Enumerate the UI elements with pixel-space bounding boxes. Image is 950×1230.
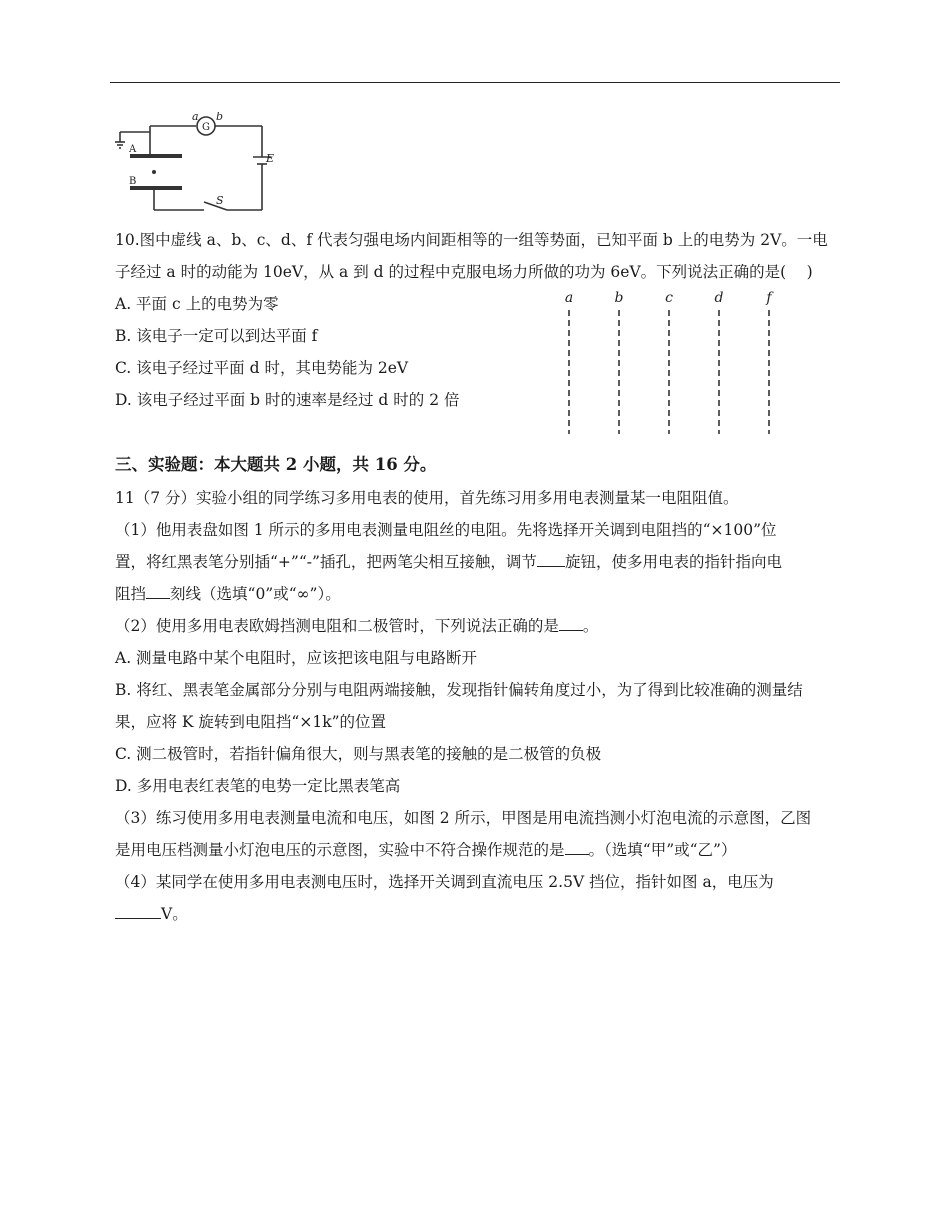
q10-option-c: C. 该电子经过平面 d 时，其电势能为 2eV xyxy=(115,359,409,377)
q11-part3-line2 xyxy=(115,840,736,860)
answer-blank-part3[interactable] xyxy=(565,840,589,855)
plane-label-f: f xyxy=(766,290,772,306)
q11-part1-line2-b: 旋钮，使多用电表的指针指向电 xyxy=(564,553,782,571)
q11-part2-option-a: A. 测量电路中某个电阻时，应该把该电阻与电路断开 xyxy=(115,649,478,667)
q10-option-a: A. 平面 c 上的电势为零 xyxy=(115,295,279,313)
section-3-heading: 三、实验题：本大题共 2 小题，共 16 分。 xyxy=(115,455,437,474)
plane-label-a: a xyxy=(564,290,574,306)
q11-part2-option-b-line1: B. 将红、黑表笔金属部分分别与电阻两端接触，发现指针偏转角度过小，为了得到比较准确的测量结 xyxy=(115,681,803,699)
circuit-diagram xyxy=(112,112,276,216)
q11-part1-line3 xyxy=(115,584,341,604)
q11-part2-stem-b: 。 xyxy=(582,617,599,635)
plate-a-label: A xyxy=(129,144,137,155)
switch-label: S xyxy=(216,194,224,207)
answer-blank-voltage[interactable] xyxy=(115,904,161,919)
battery-label: E xyxy=(266,152,275,165)
plane-label-b: b xyxy=(614,290,624,306)
galvanometer-label: G xyxy=(202,122,210,133)
plane-label-d: d xyxy=(714,290,724,306)
answer-blank-knob[interactable] xyxy=(537,552,565,567)
q11-part1-line2 xyxy=(115,552,782,572)
q11-intro: 11（7 分）实验小组的同学练习多用电表的使用，首先练习用多用电表测量某一电阻阻值。 xyxy=(115,489,739,507)
q11-part3-line2-a: 是用电压档测量小灯泡电压的示意图，实验中不符合操作规范的是 xyxy=(115,841,565,859)
header-rule xyxy=(110,82,840,83)
plate-b-label: B xyxy=(129,176,137,187)
q11-part3-line1: （3）练习使用多用电表测量电流和电压，如图 2 所示，甲图是用电流挡测小灯泡电流的示意图，乙图 xyxy=(115,809,812,827)
plane-label-c: c xyxy=(665,290,673,306)
q11-part1-line1: （1）他用表盘如图 1 所示的多用电表测量电阻丝的电阻。先将选择开关调到电阻挡的“×100”位 xyxy=(115,521,777,539)
answer-blank-scale[interactable] xyxy=(146,584,170,599)
q11-part2-option-c: C. 测二极管时，若指针偏角很大，则与黑表笔的接触的是二极管的负极 xyxy=(115,745,602,763)
q10-stem-line1: 10.图中虚线 a、b、c、d、f 代表匀强电场内间距相等的一组等势面，已知平面 b 上的电势为 2V。一电 xyxy=(115,231,828,249)
q11-part3-line2-b: 。（选填“甲”或“乙”） xyxy=(588,841,737,859)
q10-option-b: B. 该电子一定可以到达平面 f xyxy=(115,327,318,345)
q11-part2-stem xyxy=(115,616,598,636)
q11-part1-line2-a: 置，将红黑表笔分别插“+”“-”插孔，把两笔尖相互接触，调节 xyxy=(115,553,537,571)
circuit-label-b: b xyxy=(216,112,224,123)
q11-part2-option-d: D. 多用电表红表笔的电势一定比黑表笔高 xyxy=(115,777,401,795)
q11-part2-stem-a: （2）使用多用电表欧姆挡测电阻和二极管时，下列说法正确的是 xyxy=(115,617,559,635)
q11-part1-line3-b: 刻线（选填“0”或“∞”）。 xyxy=(170,585,341,603)
circuit-label-a: a xyxy=(192,112,199,123)
equipotential-planes-figure xyxy=(555,288,785,438)
q10-option-d: D. 该电子经过平面 b 时的速率是经过 d 时的 2 倍 xyxy=(115,391,460,409)
q10-stem-line2: 子经过 a 时的动能为 10eV，从 a 到 d 的过程中克服电场力所做的功为 6eV。下列说法正确的是( ) xyxy=(115,263,813,281)
q11-part2-option-b-line2: 果，应将 K 旋转到电阻挡“×1k”的位置 xyxy=(115,713,387,731)
q11-part4-line1: （4）某同学在使用多用电表测电压时，选择开关调到直流电压 2.5V 挡位，指针如图 a，电压为 xyxy=(115,873,774,891)
answer-blank-part2[interactable] xyxy=(559,616,583,631)
q11-part1-line3-a: 阻挡 xyxy=(115,585,147,603)
q11-part4-line2-unit: V。 xyxy=(161,905,188,923)
q11-part4-line2 xyxy=(115,904,188,924)
